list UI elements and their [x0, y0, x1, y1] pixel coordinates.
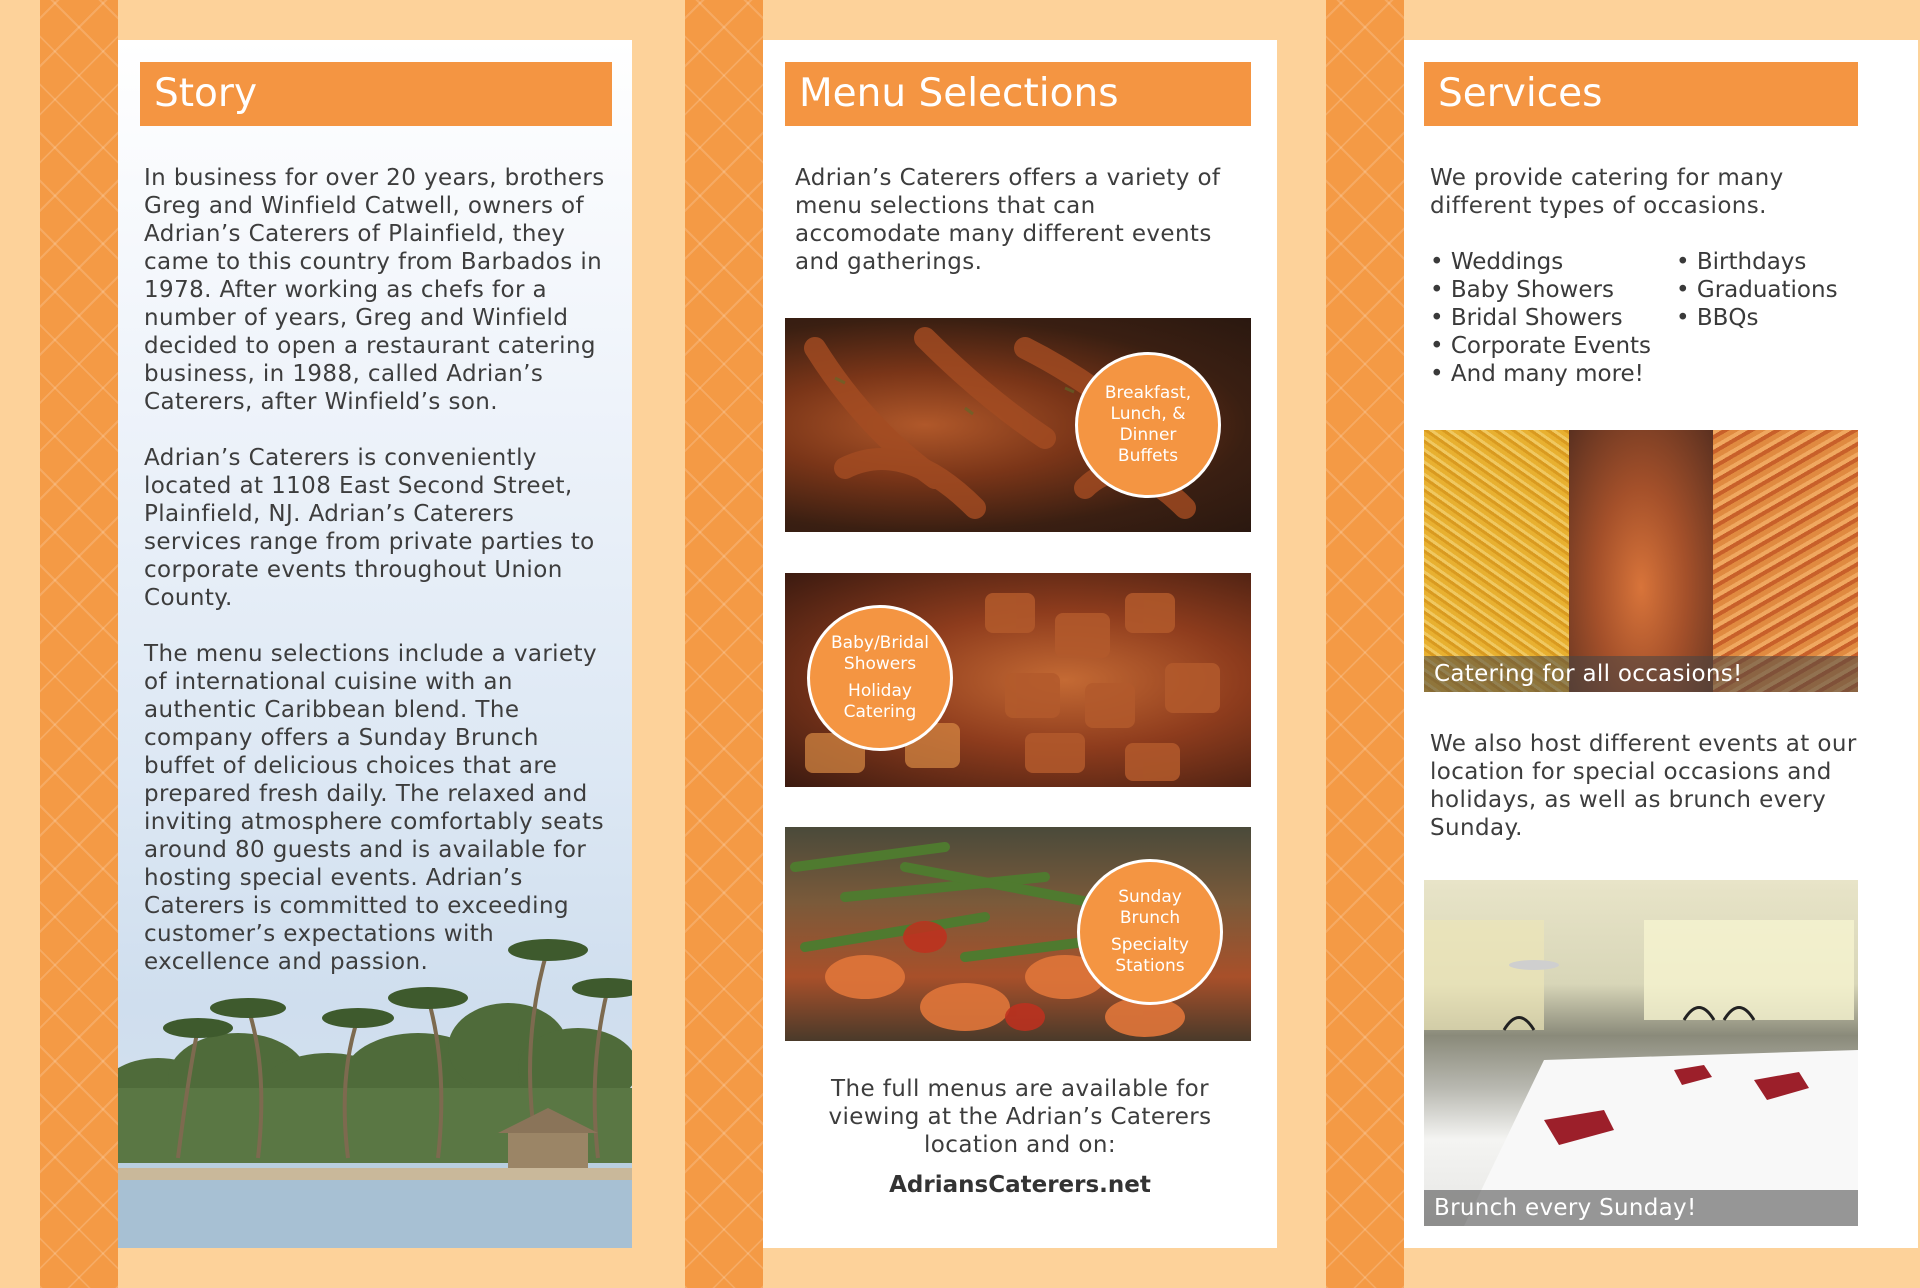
badge-brunch-line-4: Stations [1115, 956, 1185, 976]
badge-brunch-line-1: Sunday [1118, 887, 1182, 907]
menu-photo-showers [785, 573, 1251, 787]
badge-buffets [1075, 352, 1221, 498]
services-list-right [1676, 248, 1866, 332]
website-link[interactable]: AdriansCaterers.net [889, 1172, 1151, 1198]
menu-photo-brunch [785, 827, 1251, 1041]
badge-showers-line-1: Baby/Bridal [831, 633, 929, 653]
service-item: • Corporate Events [1430, 333, 1652, 359]
badge-showers-line-4: Catering [843, 702, 917, 722]
badge-showers-line-2: Showers [843, 654, 917, 674]
badge-buffets-line-4: Buffets [1117, 446, 1179, 466]
menu-photo-buffets [785, 318, 1251, 532]
dining-room-photo-caption: Brunch every Sunday! [1424, 1190, 1858, 1226]
services-list-left [1430, 248, 1680, 388]
catering-photo [1424, 430, 1858, 692]
service-item: • Baby Showers [1430, 277, 1614, 303]
badge-brunch-line-3: Specialty [1111, 935, 1189, 955]
story-panel [118, 40, 632, 1248]
decorative-stripe-middle [685, 0, 763, 1288]
badge-brunch-line-2: Brunch [1119, 908, 1181, 928]
service-item: • Bridal Showers [1430, 305, 1623, 331]
menu-panel [763, 40, 1277, 1248]
story-header [140, 62, 612, 126]
decorative-stripe-left [40, 0, 118, 1288]
story-paragraph-1: In business for over 20 years, brothers Greg and Winfield Catwell, owners of Adrian’s Caterers of Plainfield, they came to this country from Barbados in 1978. After working as chefs for a number of years, Greg and Winfield decided to open a restaurant catering business, in 1988, called Adrian’s Caterers, after Winfield’s son. [144, 165, 605, 415]
service-item: • Birthdays [1676, 249, 1807, 275]
dining-room-photo [1424, 880, 1858, 1226]
catering-photo-caption: Catering for all occasions! [1424, 656, 1858, 692]
badge-brunch [1077, 859, 1223, 1005]
services-intro: We provide catering for many different types of occasions. [1430, 165, 1784, 219]
services-panel [1404, 40, 1918, 1248]
menu-header [785, 62, 1251, 126]
palm-island-image [118, 928, 632, 1248]
badge-showers [807, 605, 953, 751]
badge-showers-line-3: Holiday [848, 681, 912, 701]
service-item: • Graduations [1676, 277, 1838, 303]
service-item: • BBQs [1676, 305, 1759, 331]
service-item: • Weddings [1430, 249, 1564, 275]
menu-intro: Adrian’s Caterers offers a variety of menu selections that can accomodate many different events and gatherings. [795, 165, 1221, 275]
services-header [1424, 62, 1858, 126]
menu-footer-text: The full menus are available for viewing at the Adrian’s Caterers location and on: [828, 1076, 1212, 1158]
decorative-stripe-right [1326, 0, 1404, 1288]
service-item: • And many more! [1430, 361, 1644, 387]
services-host-text: We also host different events at our location for special occasions and holidays, as well as brunch every Sunday. [1430, 731, 1857, 841]
badge-buffets-line-3: Dinner [1119, 425, 1177, 445]
badge-buffets-line-2: Lunch, & [1110, 404, 1186, 424]
menu-title: Menu Selections [799, 71, 1119, 116]
story-paragraph-2: Adrian’s Caterers is conveniently located at 1108 East Second Street, Plainfield, NJ. Adrian’s Caterers services range from private parties to corporate events throughout Union County. [144, 445, 595, 611]
badge-buffets-line-1: Breakfast, [1104, 383, 1192, 403]
services-title: Services [1438, 71, 1603, 116]
story-paragraph-3: The menu selections include a variety of international cuisine with an authentic Caribbean blend. The company offers a Sunday Brunch buffet of delicious choices that are prepared fresh daily. The relaxed and inviting atmosphere comfortably seats around 80 guests and is available for hosting special events. Adrian’s Caterers is committed to exceeding customer’s expectations with excellence and passion. [144, 641, 604, 975]
story-title: Story [154, 71, 258, 116]
story-body [144, 164, 614, 1004]
